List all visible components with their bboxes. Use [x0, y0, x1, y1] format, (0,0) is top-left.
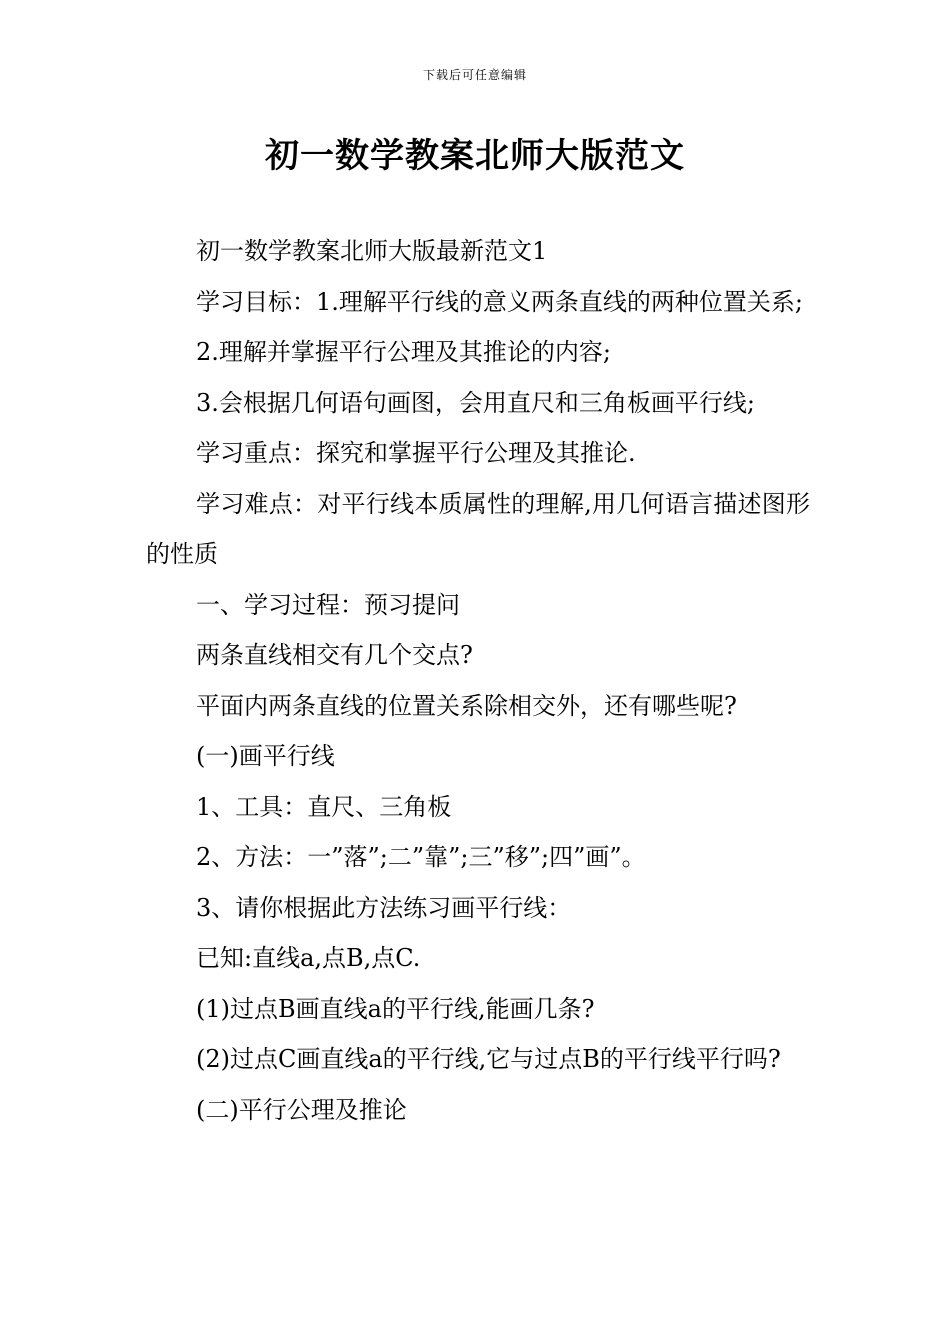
paragraph: 2、方法：一”落”;二”靠”;三”移”;四”画”。: [196, 843, 646, 871]
paragraph: 两条直线相交有几个交点?: [196, 641, 473, 669]
paragraph: 学习难点：对平行线本质属性的理解,用几何语言描述图形的性质: [146, 489, 810, 568]
paragraph: (一)画平行线: [196, 742, 335, 770]
paragraph: 2.理解并掌握平行公理及其推论的内容;: [196, 338, 611, 366]
paragraph: 初一数学教案北师大版最新范文1: [196, 237, 548, 265]
paragraph: (二)平行公理及推论: [196, 1095, 407, 1124]
paragraph: 学习重点：探究和掌握平行公理及其推论.: [196, 439, 636, 467]
header-note: 下载后可任意编辑: [422, 68, 527, 82]
document-title: 初一数学教案北师大版范文: [265, 136, 685, 176]
paragraph: (1)过点B画直线a的平行线,能画几条?: [196, 994, 595, 1023]
paragraph: 1、工具：直尺、三角板: [196, 792, 452, 821]
document-body: [146, 226, 810, 1135]
paragraph: (2)过点C画直线a的平行线,它与过点B的平行线平行吗?: [196, 1045, 781, 1073]
paragraph: 已知:直线a,点B,点C.: [196, 944, 421, 972]
paragraph: 学习目标：1.理解平行线的意义两条直线的两种位置关系;: [196, 287, 803, 316]
paragraph: 3.会根据几何语句画图，会用直尺和三角板画平行线;: [196, 388, 755, 417]
paragraph: 3、请你根据此方法练习画平行线：: [196, 893, 572, 922]
paragraph: 一、学习过程：预习提问: [196, 590, 460, 619]
paragraph: 平面内两条直线的位置关系除相交外，还有哪些呢?: [196, 691, 737, 720]
